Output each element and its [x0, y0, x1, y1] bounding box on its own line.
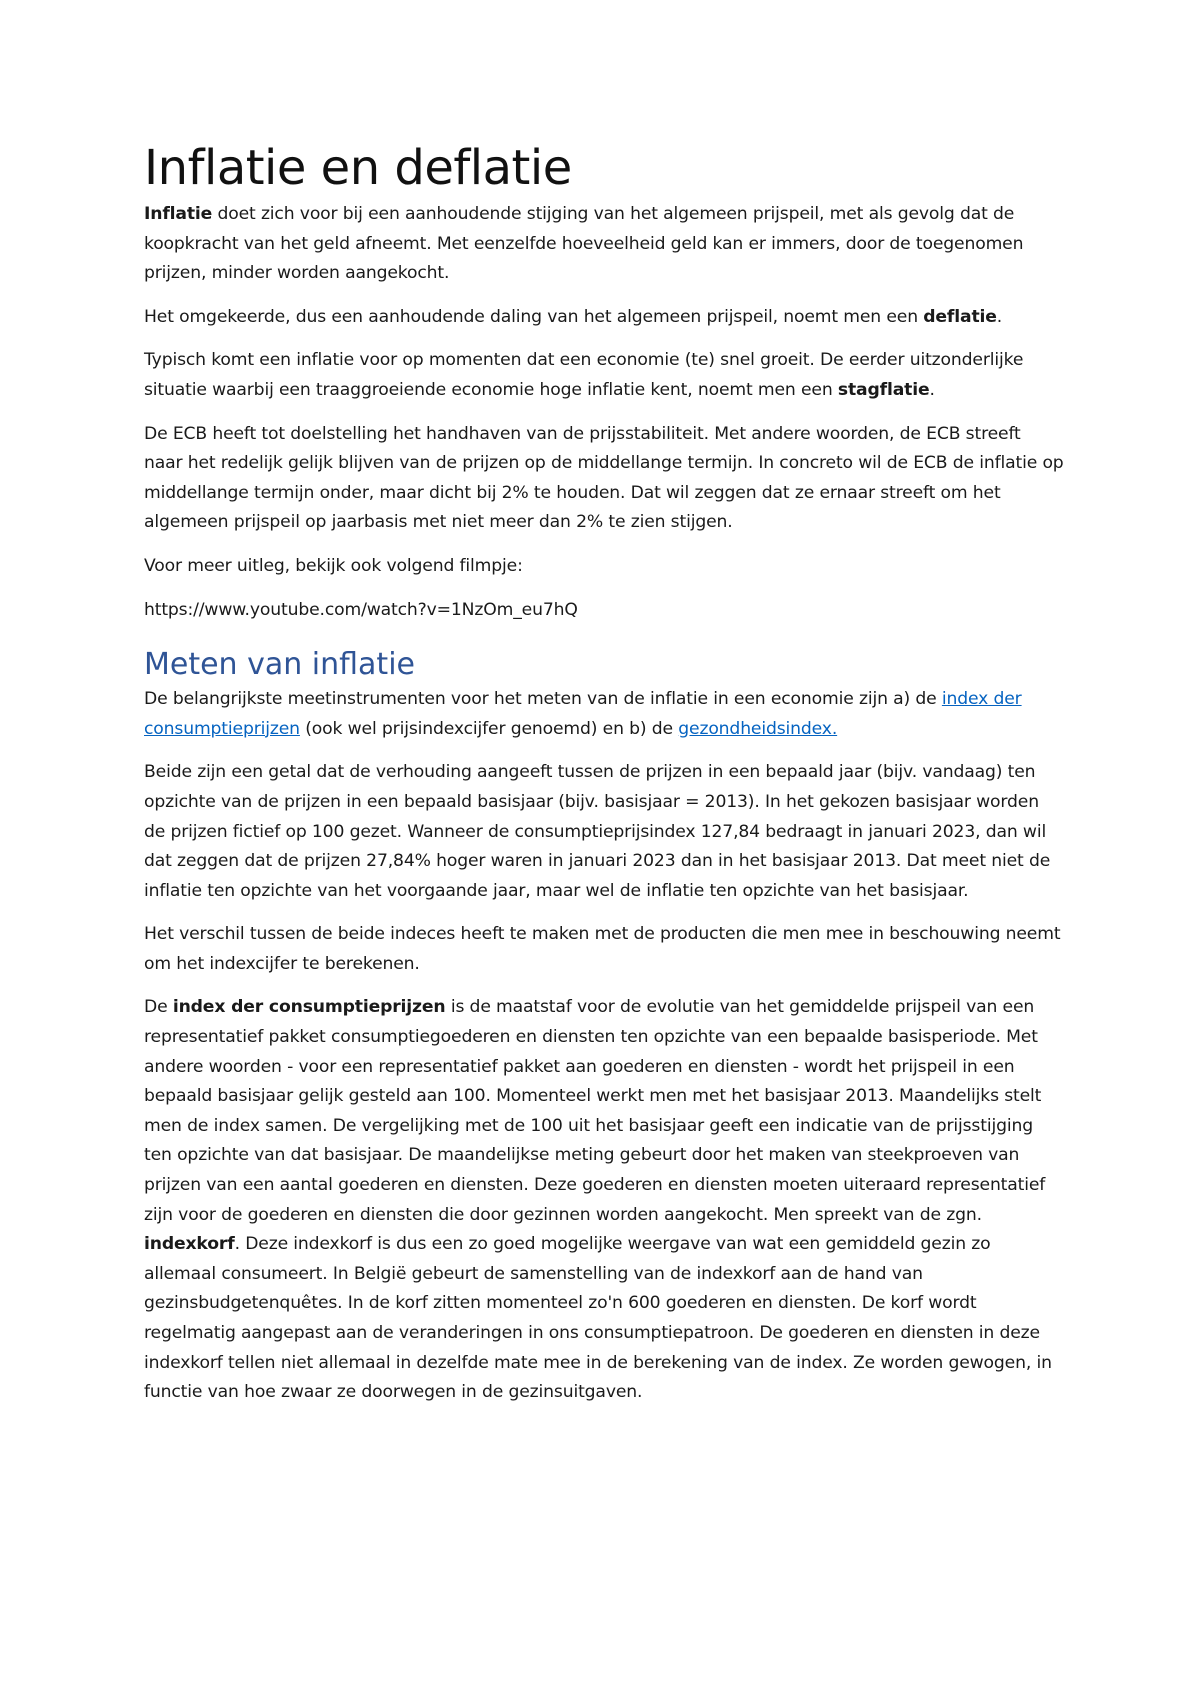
paragraph-meetinstrumenten	[144, 685, 1064, 744]
paragraph-verschil-indeces: Het verschil tussen de beide indeces heeft te maken met de producten die men mee in beschouwing neemt om het indexcijfer te berekenen.	[144, 924, 1061, 974]
paragraph-text: Typisch komt een inflatie voor op momenten dat een economie (te) snel groeit. De eerder uitzonderlijke situatie waarbij een traaggroeiende economie hoge inflatie kent, noemt men een	[144, 350, 1024, 400]
paragraph-text: doet zich voor bij een aanhoudende stijging van het algemeen prijspeil, met als gevolg dat de koopkracht van het geld afneemt. Met eenzelfde hoeveelheid geld kan er immers, door de toegenomen prijzen, minder worden aangekocht.	[144, 204, 1024, 284]
paragraph-video-intro: Voor meer uitleg, bekijk ook volgend filmpje:	[144, 555, 523, 576]
paragraph-text: De	[144, 997, 173, 1018]
document-page	[144, 138, 1064, 1422]
paragraph-index-der-consumptieprijzen	[144, 993, 1064, 1407]
paragraph-basisjaar: Beide zijn een getal dat de verhouding aangeeft tussen de prijzen in een bepaald jaar (bijv. vandaag) ten opzichte van de prijzen in een bepaald basisjaar (bijv. basisjaar = 2013). In het gekozen basisjaar worden de prijzen fictief op 100 gezet. Wanneer de consumptieprijsindex 127,84 bedraagt in januari 2023, dan wil dat zeggen dat de prijzen 27,84% hoger waren in januari 2023 dan in het basisjaar 2013. Dat meet niet de inflatie ten opzichte van het voorgaande jaar, maar wel de inflatie ten opzichte van het basisjaar.	[144, 762, 1051, 901]
paragraph-text: Het omgekeerde, dus een aanhoudende daling van het algemeen prijspeil, noemt men een	[144, 306, 924, 327]
paragraph-text: . Deze indexkorf is dus een zo goed mogelijke weergave van wat een gemiddeld gezin zo allemaal consumeert. In België gebeurt de samenstelling van de indexkorf aan de hand van gezinsbudgetenquêtes. In de korf zitten momenteel zo'n 600 goederen en diensten. De korf wordt regelmatig aangepast aan de veranderingen in ons consumptiepatroon. De goederen en diensten in deze indexkorf tellen niet allemaal in dezelfde mate mee in de berekening van de index. Ze worden gewogen, in functie van hoe zwaar ze doorwegen in de gezinsuitgaven.	[144, 1234, 1052, 1403]
paragraph-text: .	[929, 379, 935, 400]
paragraph-deflatie-definition	[144, 303, 1064, 333]
term-index-der-consumptieprijzen: index der consumptieprijzen	[172, 997, 446, 1018]
link-gezondheidsindex[interactable]: gezondheidsindex.	[678, 718, 838, 739]
paragraph-ecb: De ECB heeft tot doelstelling het handhaven van de prijsstabiliteit. Met andere woorden, de ECB streeft naar het redelijk gelijk blijven van de prijzen op de middellange termijn. In concreto wil de ECB de inflatie op middellange termijn onder, maar dicht bij 2% te houden. Dat wil zeggen dat ze ernaar streeft om het algemeen prijspeil op jaarbasis met niet meer dan 2% te zien stijgen.	[144, 423, 1064, 533]
paragraph-text: .	[996, 306, 1003, 327]
paragraph-text: is de maatstaf voor de evolutie van het gemiddelde prijspeil van een representatief pakket consumptiegoederen en diensten ten opzichte van een bepaalde basisperiode. Met andere woorden - voor een representatief pakket aan goederen en diensten - wordt het prijspeil in een bepaald basisjaar gelijk gesteld aan 100. Momenteel werkt men met het basisjaar 2013. Maandelijks stelt men de index samen. De vergelijking met de 100 uit het basisjaar geeft een indicatie van de prijsstijging ten opzichte van dat basisjaar. De maandelijkse meting gebeurt door het maken van steekproeven van prijzen van een aantal goederen en diensten. Deze goederen en diensten moeten uiteraard representatief zijn voor de goederen en diensten die door gezinnen worden aangekocht. Men spreekt van de zgn.	[144, 997, 1046, 1225]
paragraph-stagflatie	[144, 346, 1064, 405]
term-stagflatie: stagflatie	[837, 379, 930, 400]
term-indexkorf: indexkorf	[144, 1234, 235, 1255]
link-index-der-consumptieprijzen[interactable]: index der consumptieprijzen	[144, 689, 1022, 739]
paragraph-inflatie-definition	[144, 200, 1064, 289]
paragraph-video-url: https://www.youtube.com/watch?v=1NzOm_eu7hQ	[144, 599, 578, 620]
paragraph-text: (ook wel prijsindexcijfer genoemd) en b) de	[299, 718, 679, 739]
term-deflatie: deflatie	[923, 306, 997, 327]
page-title: Inflatie en deflatie	[144, 140, 572, 196]
term-inflatie: Inflatie	[144, 204, 213, 224]
paragraph-text: De belangrijkste meetinstrumenten voor het meten van de inflatie in een economie zijn a) de	[144, 689, 942, 710]
section-heading-meten: Meten van inflatie	[144, 647, 415, 683]
